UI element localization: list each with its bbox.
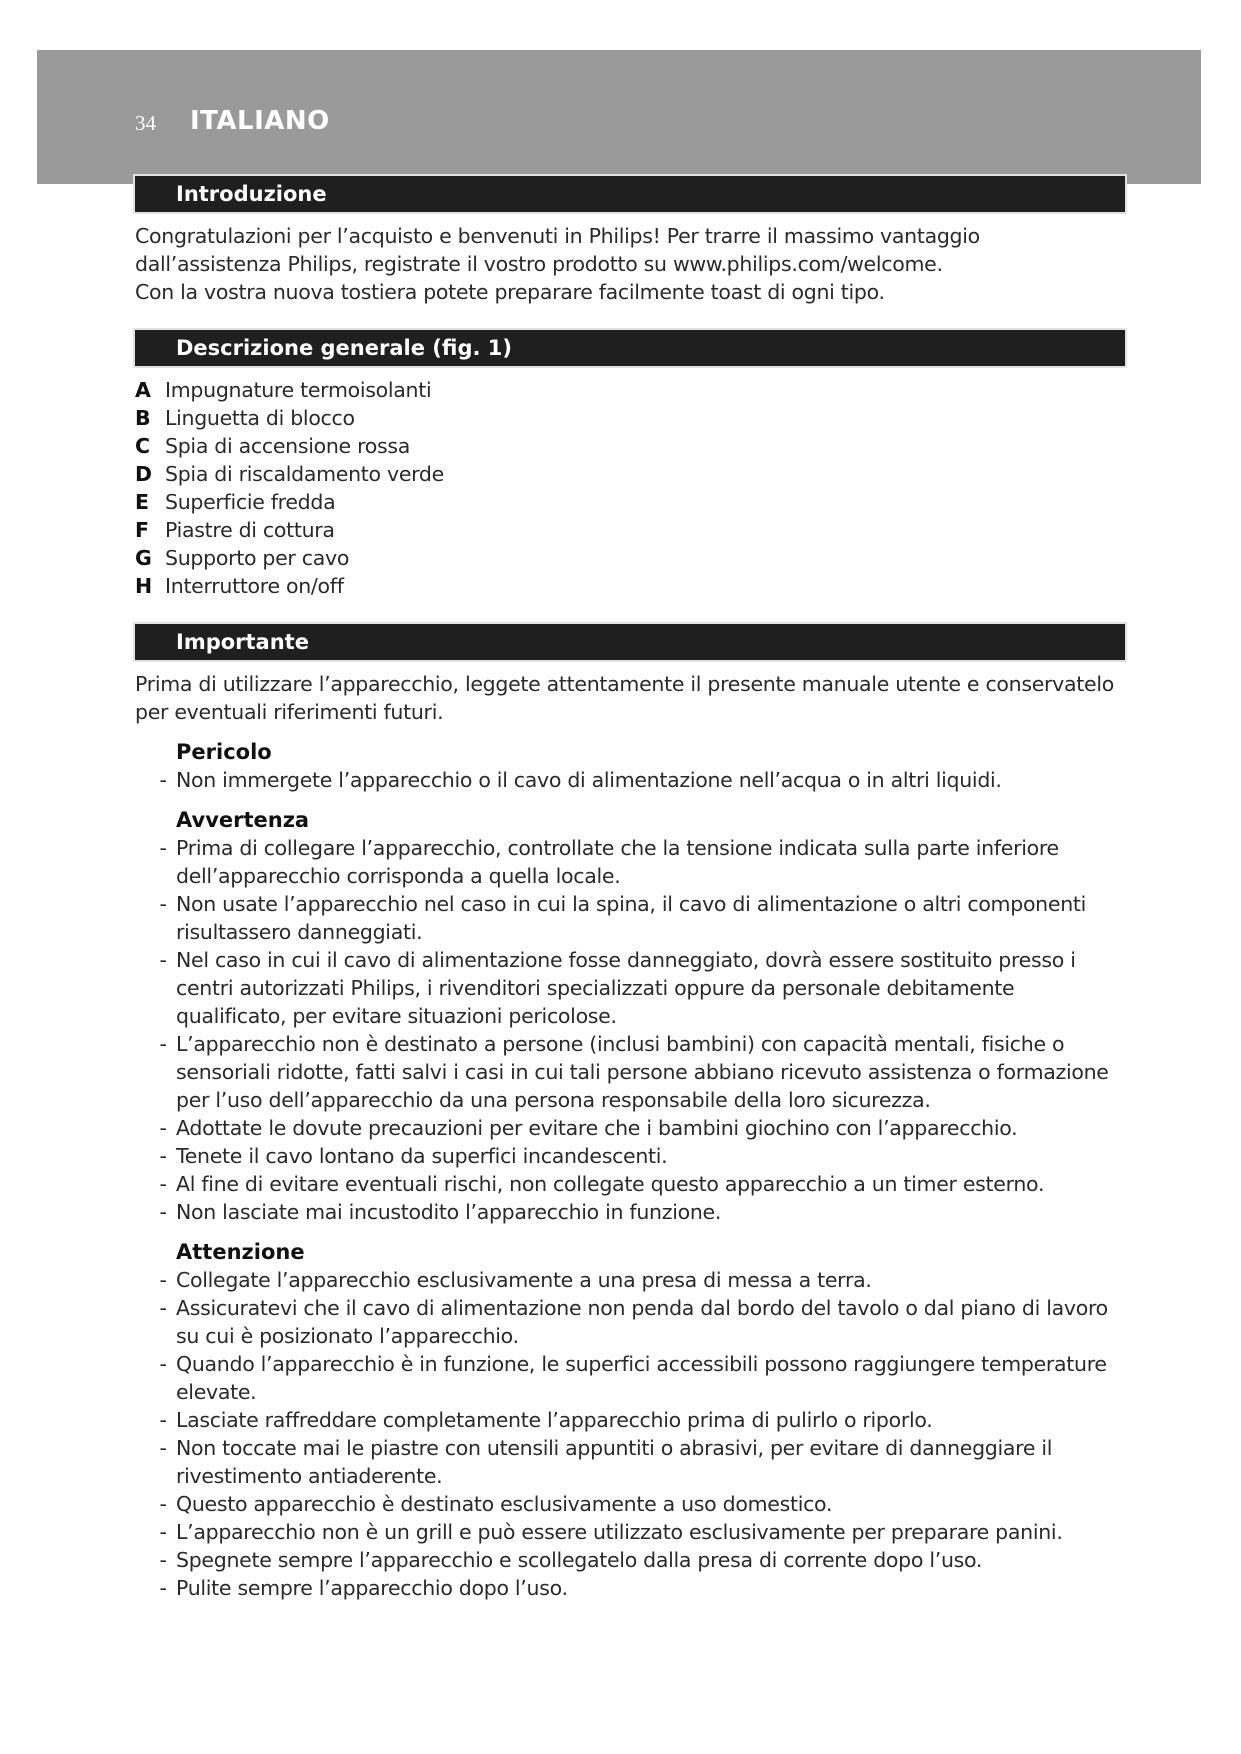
list-item-text: Questo apparecchio è destinato esclusivamente a uso domestico. bbox=[176, 1492, 833, 1516]
list-item-text: L’apparecchio non è destinato a persone (inclusi bambini) con capacità mentali, fisiche o sensoriali ridotte, fatti salvi i casi in cui tali persone abbiano ricevuto assistenza o formazione per l’uso dell’apparecchio da una persona responsabile della loro sicurezza. bbox=[176, 1032, 1109, 1112]
part-item bbox=[135, 544, 1125, 572]
list-item: - Spegnete sempre l’apparecchio e scollegatelo dalla presa di corrente dopo l’uso. bbox=[159, 1548, 983, 1572]
list-item-text: Spegnete sempre l’apparecchio e scollegatelo dalla presa di corrente dopo l’uso. bbox=[176, 1548, 983, 1572]
list-item-text: Non usate l’apparecchio nel caso in cui la spina, il cavo di alimentazione o altri componenti risultassero danneggiati. bbox=[176, 892, 1087, 944]
list-item-text: Lasciate raffreddare completamente l’apparecchio prima di pulirlo o riporlo. bbox=[176, 1408, 933, 1432]
list-item: - Non immergete l’apparecchio o il cavo di alimentazione nell’acqua o in altri liquidi. bbox=[159, 768, 1002, 792]
list-item-text: Tenete il cavo lontano da superfici incandescenti. bbox=[176, 1144, 668, 1168]
list-item-text: Al fine di evitare eventuali rischi, non collegate questo apparecchio a un timer esterno. bbox=[176, 1172, 1045, 1196]
part-label: Spia di accensione rossa bbox=[165, 434, 411, 458]
part-letter: D bbox=[135, 462, 152, 486]
part-label: Interruttore on/off bbox=[165, 574, 344, 598]
warning-list bbox=[135, 834, 1125, 1226]
list-item-text: Non toccate mai le piastre con utensili appuntiti o abrasivi, per evitare di danneggiare il rivestimento antiaderente. bbox=[176, 1436, 1053, 1488]
part-letter: G bbox=[135, 546, 152, 570]
language-title: ITALIANO bbox=[190, 106, 330, 136]
list-item-text: Prima di collegare l’apparecchio, controllate che la tensione indicata sulla parte inferiore dell’apparecchio corrisponda a quella locale. bbox=[176, 836, 1059, 888]
list-item: - Nel caso in cui il cavo di alimentazione fosse danneggiato, dovrà essere sostituito presso i centri autorizzati Philips, i rivenditori specializzati oppure da personale debitamente qualificato, per evitare situazioni pericolose. bbox=[159, 948, 1076, 1028]
parts-list bbox=[135, 376, 1125, 600]
caution-list bbox=[135, 1266, 1125, 1602]
list-item: - Tenete il cavo lontano da superfici incandescenti. bbox=[159, 1144, 668, 1168]
part-item bbox=[135, 488, 1125, 516]
list-item: - L’apparecchio non è un grill e può essere utilizzato esclusivamente per preparare panini. bbox=[159, 1520, 1063, 1544]
list-item: - Prima di collegare l’apparecchio, controllate che la tensione indicata sulla parte inferiore dell’apparecchio corrisponda a quella locale. bbox=[159, 836, 1059, 888]
list-item: - Adottate le dovute precauzioni per evitare che i bambini giochino con l’apparecchio. bbox=[159, 1116, 1018, 1140]
intro-paragraph: Congratulazioni per l’acquisto e benvenuti in Philips! Per trarre il massimo vantaggio dall’assistenza Philips, registrate il vostro prodotto su www.philips.com/welcome. bbox=[135, 224, 980, 276]
subheading-danger: Pericolo bbox=[176, 740, 272, 764]
part-item bbox=[135, 432, 1125, 460]
list-item: - Al fine di evitare eventuali rischi, non collegate questo apparecchio a un timer esterno. bbox=[159, 1172, 1045, 1196]
section-heading-overview: Descrizione generale (fig. 1) bbox=[135, 330, 1125, 366]
subheading-caution: Attenzione bbox=[176, 1240, 305, 1264]
list-item-text: Collegate l’apparecchio esclusivamente a una presa di messa a terra. bbox=[176, 1268, 872, 1292]
list-item-text: L’apparecchio non è un grill e può essere utilizzato esclusivamente per preparare panini. bbox=[176, 1520, 1063, 1544]
part-label: Spia di riscaldamento verde bbox=[165, 462, 444, 486]
part-letter: B bbox=[135, 406, 151, 430]
list-item-text: Pulite sempre l’apparecchio dopo l’uso. bbox=[176, 1576, 568, 1600]
part-label: Piastre di cottura bbox=[165, 518, 335, 542]
list-item-text: Non lasciate mai incustodito l’apparecchio in funzione. bbox=[176, 1200, 722, 1224]
list-item: - Lasciate raffreddare completamente l’apparecchio prima di pulirlo o riporlo. bbox=[159, 1408, 933, 1432]
list-item: - Collegate l’apparecchio esclusivamente a una presa di messa a terra. bbox=[159, 1268, 872, 1292]
part-item bbox=[135, 572, 1125, 600]
part-item bbox=[135, 516, 1125, 544]
part-item bbox=[135, 404, 1125, 432]
part-item bbox=[135, 460, 1125, 488]
list-item: - Pulite sempre l’apparecchio dopo l’uso. bbox=[159, 1576, 568, 1600]
list-item: - Non lasciate mai incustodito l’apparecchio in funzione. bbox=[159, 1200, 722, 1224]
list-item: - Assicuratevi che il cavo di alimentazione non penda dal bordo del tavolo o dal piano di lavoro su cui è posizionato l’apparecchio. bbox=[159, 1296, 1108, 1348]
part-letter: E bbox=[135, 490, 149, 514]
page-number: 34 bbox=[135, 111, 156, 135]
part-letter: C bbox=[135, 434, 150, 458]
part-letter: A bbox=[135, 378, 151, 402]
list-item-text: Quando l’apparecchio è in funzione, le superfici accessibili possono raggiungere temperature elevate. bbox=[176, 1352, 1107, 1404]
section-heading-intro: Introduzione bbox=[135, 176, 1125, 212]
important-intro: Prima di utilizzare l’apparecchio, leggete attentamente il presente manuale utente e conservatelo per eventuali riferimenti futuri. bbox=[135, 672, 1114, 724]
list-item-text: Adottate le dovute precauzioni per evitare che i bambini giochino con l’apparecchio. bbox=[176, 1116, 1018, 1140]
part-label: Supporto per cavo bbox=[165, 546, 350, 570]
intro-paragraph: Con la vostra nuova tostiera potete preparare facilmente toast di ogni tipo. bbox=[135, 280, 885, 304]
list-item: - Non usate l’apparecchio nel caso in cui la spina, il cavo di alimentazione o altri componenti risultassero danneggiati. bbox=[159, 892, 1087, 944]
list-item-text: Nel caso in cui il cavo di alimentazione fosse danneggiato, dovrà essere sostituito presso i centri autorizzati Philips, i rivenditori specializzati oppure da personale debitamente qualificato, per evitare situazioni pericolose. bbox=[176, 948, 1076, 1028]
part-label: Linguetta di blocco bbox=[165, 406, 355, 430]
list-item: - L’apparecchio non è destinato a persone (inclusi bambini) con capacità mentali, fisiche o sensoriali ridotte, fatti salvi i casi in cui tali persone abbiano ricevuto assistenza o formazione per l’uso dell’apparecchio da una persona responsabile della loro sicurezza. bbox=[159, 1032, 1109, 1112]
part-item bbox=[135, 376, 1125, 404]
list-item: - Non toccate mai le piastre con utensili appuntiti o abrasivi, per evitare di danneggiare il rivestimento antiaderente. bbox=[159, 1436, 1053, 1488]
part-label: Superficie fredda bbox=[165, 490, 336, 514]
subheading-warning: Avvertenza bbox=[176, 808, 310, 832]
list-item: - Questo apparecchio è destinato esclusivamente a uso domestico. bbox=[159, 1492, 833, 1516]
page-content bbox=[135, 176, 1125, 1602]
list-item-text: Non immergete l’apparecchio o il cavo di alimentazione nell’acqua o in altri liquidi. bbox=[176, 768, 1002, 792]
list-item-text: Assicuratevi che il cavo di alimentazione non penda dal bordo del tavolo o dal piano di lavoro su cui è posizionato l’apparecchio. bbox=[176, 1296, 1108, 1348]
danger-list bbox=[135, 766, 1125, 794]
part-letter: F bbox=[135, 518, 149, 542]
part-label: Impugnature termoisolanti bbox=[165, 378, 432, 402]
section-heading-important: Importante bbox=[135, 624, 1125, 660]
list-item: - Quando l’apparecchio è in funzione, le superfici accessibili possono raggiungere temperature elevate. bbox=[159, 1352, 1107, 1404]
part-letter: H bbox=[135, 574, 152, 598]
